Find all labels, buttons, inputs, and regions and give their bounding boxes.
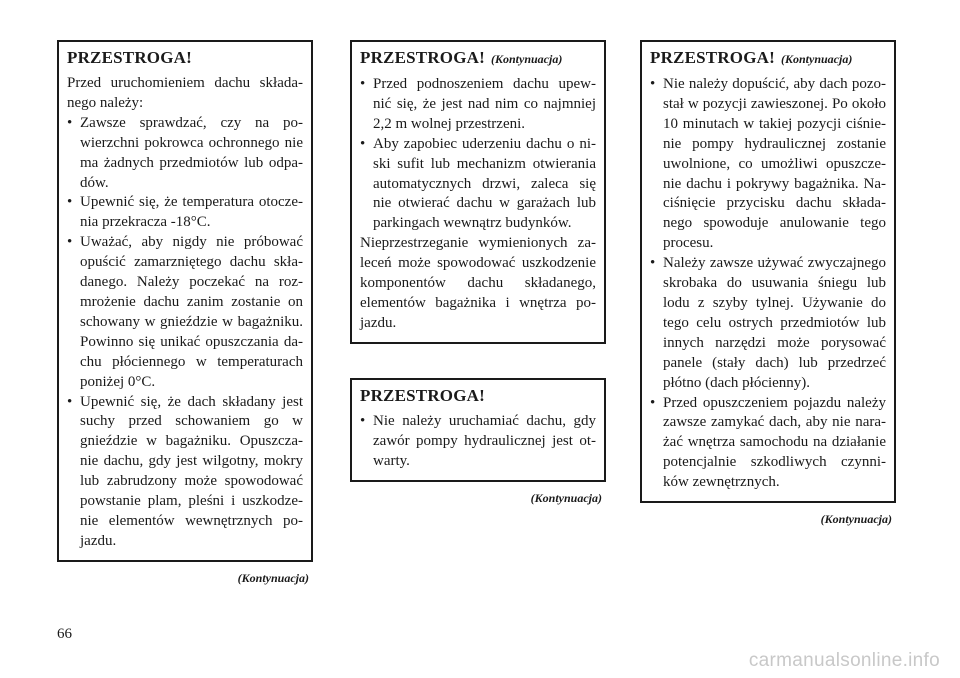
bullet-glyph: •	[650, 394, 656, 411]
bullet-glyph: •	[67, 194, 73, 211]
bullet-glyph: •	[650, 255, 656, 272]
caution-intro: Przed uruchomieniem dachu składa- nego należy:	[67, 75, 303, 111]
caution-item: • Uważać, aby nigdy nie próbować opuścić zamarzniętego dachu skła- danego. Należy poczekać na roz- mrożenie dachu zanim zostanie on schowany w gnieździe w bagażniku. Powinno się unikać opuszczania da- chu płóciennego w temperaturach poniżej 0°C.	[67, 234, 303, 390]
caution-heading: PRZESTROGA!	[360, 385, 485, 405]
continued-label: (Kontynuacja)	[237, 570, 309, 585]
caution-item: • Aby zapobiec uderzeniu dachu o ni- ski sufit lub mechanizm otwierania automatycznych drzwi, zaleca się nie otwierać dachu w garażach lub parkingach wewnątrz budynków.	[360, 135, 596, 232]
caution-item: • Nie należy uruchamiać dachu, gdy zawór pompy hydraulicznej jest ot- warty.	[360, 412, 596, 469]
caution-list	[67, 114, 303, 552]
bullet-glyph: •	[360, 135, 366, 152]
bullet-glyph: •	[67, 393, 73, 410]
caution-box-2	[350, 40, 606, 344]
caution-consequence: Nieprzestrzeganie wymienionych za- leceń może spowodować uszkodzenie komponentów dachu składanego, elementów bagażnika i wnętrza po- jazdu.	[360, 235, 596, 331]
caution-heading: PRZESTROGA!	[67, 48, 192, 67]
continued-label: (Kontynuacja)	[530, 490, 602, 505]
caution-item: • Przed opuszczeniem pojazdu należy zawsze zamykać dach, aby nie nara- żać wnętrza samochodu na działanie potencjalnie szkodliwych czynni- ków zewnętrznych.	[650, 394, 886, 491]
column-1	[57, 40, 313, 586]
caution-item: • Należy zawsze używać zwyczajnego skrobaka do usuwania śniegu lub lodu z szyby tylnej. Używanie do tego celu ostrych przedmiotów lub innych narzędzi może porysować panele (stały dach) lub przedrzeć płótno (dach płócienny).	[650, 255, 886, 391]
caution-heading: PRZESTROGA! (Kontynuacja)	[360, 48, 563, 67]
continued-label: (Kontynuacja)	[820, 512, 892, 527]
caution-list	[360, 412, 596, 472]
caution-list	[360, 75, 596, 234]
heading-continued-tag: (Kontynuacja)	[491, 52, 563, 66]
caution-box-3	[350, 378, 606, 482]
caution-item: • Upewnić się, że temperatura otocze- nia przekracza -18°C.	[67, 194, 303, 231]
caution-box-1	[57, 40, 313, 562]
bullet-glyph: •	[650, 76, 656, 92]
caution-heading: PRZESTROGA! (Kontynuacja)	[650, 48, 853, 67]
bullet-glyph: •	[67, 114, 73, 131]
caution-box-4	[640, 40, 896, 503]
bullet-glyph: •	[360, 412, 366, 429]
caution-list	[650, 75, 886, 493]
page-number: 66	[57, 626, 72, 642]
caution-item: • Nie należy dopuścić, aby dach pozo- stał w pozycji zawieszonej. Po około 10 minutach w takiej pozycji ciśnie- nie pompy hydraulicznej zostanie uwolnione, co umożliwi opuszcze- nie dachu i pokrywy bagażnika. Na- ciśnięcie przycisku dachu składa- nego spowoduje anulowanie tego procesu.	[650, 76, 886, 252]
column-3	[640, 40, 896, 527]
caution-item: • Upewnić się, że dach składany jest suchy przed schowaniem go w gnieździe w bagażniku. Opuszcza- nie dachu, gdy jest wilgotny, mokry lub zabrudzony może spowodować powstanie plam, pleśni i uszkodze- nie elementów wewnętrznych po- jazdu.	[67, 393, 303, 549]
caution-item: • Przed podnoszeniem dachu upew- nić się, że jest nad nim co najmniej 2,2 m wolnej przestrzeni.	[360, 76, 596, 132]
bullet-glyph: •	[360, 76, 366, 92]
caution-item: • Zawsze sprawdzać, czy na po- wierzchni pokrowca ochronnego nie ma żadnych przedmiotów lub odpa- dów.	[67, 114, 303, 191]
site-watermark: carmanualsonline.info	[748, 650, 940, 671]
bullet-glyph: •	[67, 234, 73, 251]
heading-continued-tag: (Kontynuacja)	[781, 52, 853, 66]
column-2	[350, 40, 606, 506]
